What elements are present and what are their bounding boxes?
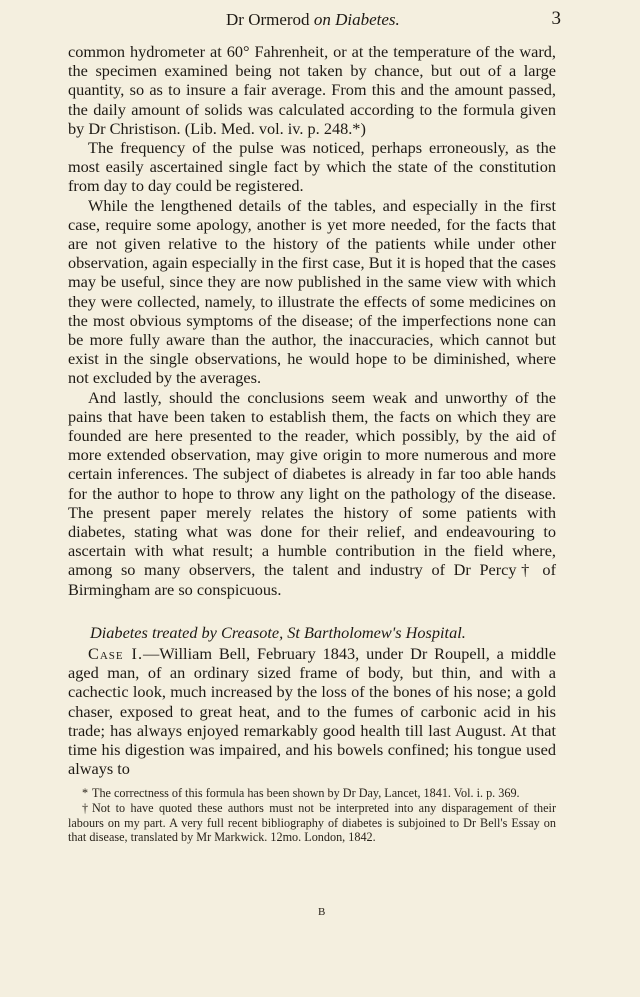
- footnote-text: The correctness of this formula has been shown by Dr Day, Lancet, 1841. Vol. i. p. 369.: [92, 786, 520, 801]
- signature-mark: B: [318, 906, 326, 918]
- footnotes: [68, 786, 556, 844]
- paragraph-pulse: The frequency of the pulse was noticed, perhaps erroneously, as the most easily ascertained single fact by which the state of the constitution from day to day could be registered.: [68, 138, 556, 196]
- footnote-1: [68, 786, 556, 801]
- case-label: Case I.: [88, 643, 144, 663]
- page-number: 3: [551, 8, 561, 29]
- footnote-2: [68, 801, 556, 845]
- running-header: [68, 8, 561, 30]
- footnote-text: Not to have quoted these authors must not be interpreted into any disparagement of their labours on my part. A very full recent bibliography of diabetes is subjoined to Dr Bell's Essay on that disease, translated by Mr Markwick. 12mo. London, 1842.: [68, 800, 556, 845]
- paragraph-conclusions: And lastly, should the conclusions seem weak and unworthy of the pains that have been taken to establish them, the facts on which they are founded are here presented to the reader, which possibly, by the aid of more extended observation, may give origin to more numerous and more certain inferences. The subject of diabetes is already in far too able hands for the author to hope to throw any light on the pathology of the disease. The present paper merely relates the history of some patients with diabetes, stating what was done for their relief, and endeavouring to ascertain with what result; a humble contribution in the field where, among so many observers, the talent and industry of Dr Percy† of Birmingham are so conspicuous.: [68, 387, 556, 599]
- paragraph-hydrometer: common hydrometer at 60° Fahrenheit, or at the temperature of the ward, the specimen examined being not taken by chance, but out of a large quantity, so as to insure a fair average. From this and the amount passed, the daily amount of solids was calculated according to the formula given by Dr Christison. (Lib. Med. vol. iv. p. 248.*): [68, 42, 556, 138]
- paragraph-case-one: [68, 644, 556, 778]
- running-title: [226, 9, 400, 31]
- case-text: —William Bell, February 1843, under Dr Roupell, a middle aged man, of an ordinary sized frame of body, but thin, and with a cachectic look, much increased by the loss of the bones of his nose; a gold chaser, exposed to great heat, and to the fumes of carbonic acid in his trade; has always enjoyed remarkably good health till last August. At that time his digestion was impaired, and his bowels confined; his tongue used always to: [68, 643, 556, 779]
- book-page: [68, 8, 561, 845]
- body-text: [68, 42, 556, 778]
- footnote-mark: *: [82, 786, 89, 801]
- footnote-mark: †: [82, 800, 89, 815]
- running-title-subject: on Diabetes.: [313, 10, 400, 29]
- running-title-author: Dr Ormerod: [226, 10, 314, 29]
- section-heading: Diabetes treated by Creasote, St Bartholomew's Hospital.: [90, 622, 466, 642]
- paragraph-apology: While the lengthened details of the tables, and especially in the first case, require some apology, another is yet more needed, for the facts that are not given relative to the history of the patients while under other observation, again especially in the first case, But it is hoped that the cases may be useful, since they are now published in the same view with which they were collected, namely, to illustrate the effects of some medicines on the most obvious symptoms of the disease; of the imperfections none can be more fully aware than the author, the inaccuracies, which cannot but exist in the single observations, he would hope to be diminished, where not excluded by the averages.: [68, 195, 556, 388]
